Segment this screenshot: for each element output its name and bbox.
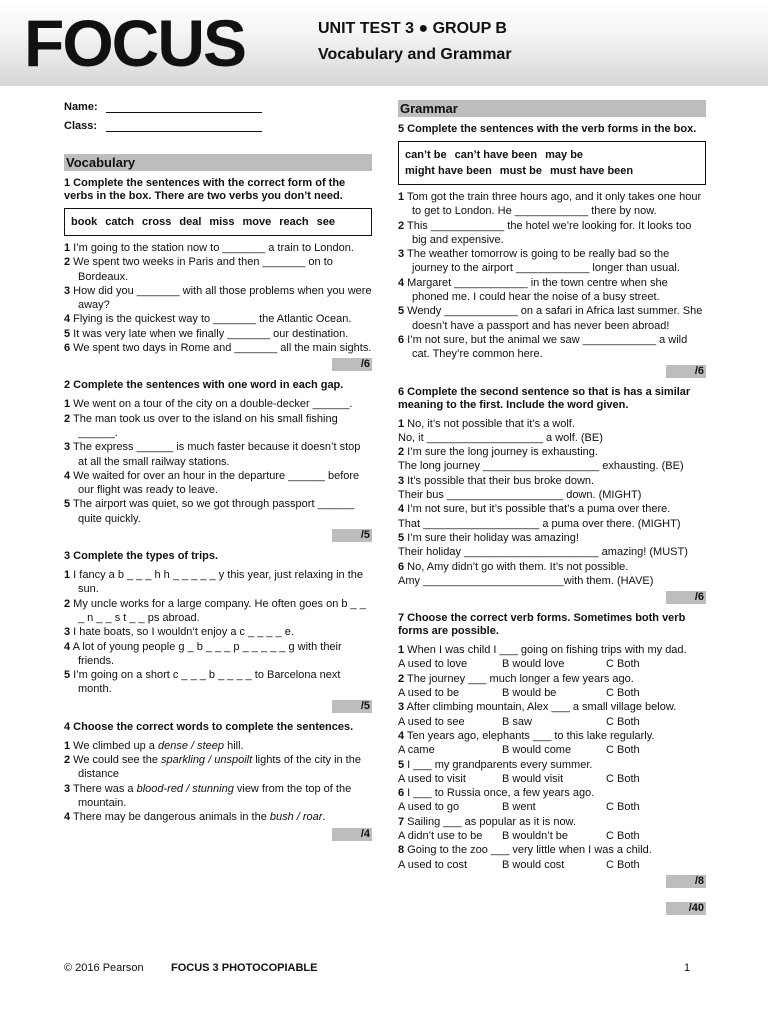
question-number: 2 [398,672,405,685]
answer-options [398,772,706,786]
question-item [398,445,706,459]
unit-subtitle: Vocabulary and Grammar [318,46,512,63]
question-number: 4 [64,313,71,326]
vocabulary-heading: Vocabulary [64,154,372,171]
answer-line: Their holiday ______________________ amazing! (MUST) [398,546,688,559]
task2-score: /5 [64,529,372,542]
question-item [398,474,706,488]
question-text: I hate boats, so I wouldn’t enjoy a c _ _ _ _ e. [70,626,294,639]
task6-items [398,417,706,589]
answer-option: B wouldn’t be [502,829,569,842]
question-item [64,327,372,341]
question-item [64,469,372,498]
question-number: 1 [64,739,71,752]
copyright: © 2016 Pearson [64,962,144,974]
question-item [64,640,372,669]
answer-options [398,800,706,814]
task5-instructions: 5 Complete the sentences with the verb forms in the box. [398,123,697,135]
question-number: 2 [398,219,405,232]
question-item [64,397,372,411]
box-word: deal [179,216,202,228]
page-number: 1 [684,962,691,974]
question-number: 3 [64,782,71,795]
box-word: catch [105,216,135,228]
question-number: 4 [398,276,405,289]
question-number: 8 [398,844,405,857]
word-box-5 [398,141,706,185]
question-number: 3 [64,441,71,454]
box-verb-form: can’t have been [454,149,538,161]
task4-instructions: 4 Choose the correct words to complete the sentences. [64,720,354,733]
question-text: hill. [224,739,244,752]
question-item [64,312,372,326]
question-item [64,412,372,441]
answer-line: That ___________________ a puma over there. (MIGHT) [398,517,681,530]
question-item [398,643,706,657]
question-text: We climbed up a [70,739,158,752]
question-item [64,739,372,753]
question-text: Wendy ____________ on a safari in Africa last summer. She doesn’t have a passport and has never been abroad! [404,305,703,332]
question-text: It was very late when we finally _______ our destination. [70,327,349,340]
question-text: Tom got the train three hours ago, and it only takes one hour to get to London. He ____________ there by now. [404,191,702,218]
task5-items [398,190,706,362]
question-item [398,417,706,431]
answer-line: The long journey ___________________ exhausting. (BE) [398,460,684,473]
question-number: 4 [64,811,71,824]
question-text: The man took us over to the island on his small fishing ______. [70,412,338,439]
answer-option: C Both [606,858,640,871]
question-number: 5 [398,531,405,544]
question-number: 1 [398,644,405,657]
question-number: 2 [64,412,71,425]
question-text: We spent two days in Rome and _______ all the main sights. [70,342,372,355]
question-item [398,190,706,219]
answer-option: A didn’t use to be [398,829,483,842]
box-word: book [71,216,98,228]
answer-line: No, it ___________________ a wolf. (BE) [398,431,603,444]
question-number: 4 [398,503,405,516]
question-item [64,782,372,811]
question-item [398,219,706,248]
question-item [64,284,372,313]
question-number: 5 [64,327,71,340]
answer-option: B went [502,801,536,814]
question-item [398,333,706,362]
question-number: 3 [64,626,71,639]
question-text: Flying is the quickest way to _______ the Atlantic Ocean. [70,313,352,326]
answer-option: A used to love [398,658,468,671]
question-text: I’m not sure, but the animal we saw ____________ a wild cat. They’re common here. [404,333,688,361]
answer-options [398,715,706,729]
answer-options [398,657,706,671]
grammar-heading: Grammar [398,100,706,117]
answer-option: A used to go [398,801,460,814]
word-choice: dense / steep [157,739,225,752]
box-word: move [242,216,272,228]
answer-option: C Both [606,829,640,842]
answer-option: B would cost [502,858,565,871]
question-item [398,304,706,333]
answer-option: C Both [606,801,640,814]
question-item [398,843,706,857]
box-word: reach [279,216,309,228]
question-item [64,341,372,355]
question-text: Sailing ___ as popular as it is now. [404,815,576,828]
answer-option: C Both [606,744,640,757]
question-text: How did you _______ with all those problems when you were away? [70,284,372,312]
question-number: 6 [398,560,405,573]
question-text: We went on a tour of the city on a double-decker ______. [70,398,353,411]
question-text: There was a [70,782,137,795]
answer-option: B would love [502,658,565,671]
box-verb-form: might have been [405,165,492,177]
question-number: 6 [398,333,405,346]
answer-option: C Both [606,658,640,671]
question-number: 1 [398,191,405,203]
answer-options [398,686,706,700]
question-text: We could see the [70,754,162,767]
word-choice: bush / roar [269,811,323,824]
task1-instructions: 1 Complete the sentences with the correct form of the verbs in the box. There are two verbs you don’t need. [64,177,346,202]
answer-option: A came [398,744,435,757]
answer-option: A used to see [398,715,465,728]
answer-option: B would come [502,744,572,757]
question-text: I’m not sure, but it’s possible that’s a puma over there. [404,503,671,516]
word-box-1 [64,208,372,236]
question-number: 4 [398,729,405,742]
box-word: cross [142,216,172,228]
answer-option: A used to cost [398,858,468,871]
question-number: 3 [398,701,405,714]
question-text: I’m going to the station now to _______ a train to London. [70,242,354,254]
box-word: see [316,216,335,228]
question-item [398,729,706,743]
task6-score: /6 [398,591,706,604]
left-column [64,100,372,849]
question-number: 5 [398,305,405,318]
answer-option: C Both [606,772,640,785]
question-text: No, Amy didn’t go with them. It’s not possible. [404,560,629,573]
question-item [64,255,372,284]
answer-line: Their bus ___________________ down. (MIGHT) [398,489,642,502]
question-number: 5 [398,758,405,771]
answer-option: A used to be [398,687,460,700]
question-item [398,560,706,574]
question-text: We spent two weeks in Paris and then _______ on to Bordeaux. [70,256,333,283]
question-number: 1 [64,242,71,254]
question-text: My uncle works for a large company. He often goes on b _ _ _ n _ _ s t _ _ ps abroad. [70,597,366,624]
question-text: I fancy a b _ _ _ h h _ _ _ _ _ y this year, just relaxing in the sun. [70,569,364,596]
question-item [398,700,706,714]
question-item [64,625,372,639]
task3-score: /5 [64,700,372,713]
question-text: I’m going on a short c _ _ _ b _ _ _ _ to Barcelona next month. [70,669,341,696]
word-choice: blood-red / stunning [136,782,234,795]
question-item [398,276,706,305]
word-box-5-line2 [405,163,699,179]
question-number: 3 [398,248,405,261]
photocopiable-label: FOCUS 3 PHOTOCOPIABLE [171,962,318,974]
question-item [64,440,372,469]
box-verb-form: may be [545,149,584,161]
answer-options [398,743,706,757]
question-number: 2 [64,754,71,767]
question-item [64,810,372,824]
question-item [398,672,706,686]
question-text: A lot of young people g _ b _ _ _ p _ _ _ _ _ g with their friends. [70,640,342,667]
question-text: We waited for over an hour in the departure ______ before our flight was ready to leave. [70,469,360,497]
question-text: I’m sure their holiday was amazing! [404,531,579,544]
class-field: Class: [64,119,372,132]
question-item [64,753,372,782]
question-item [64,241,372,255]
question-text: Margaret ____________ in the town centre when she phoned me. I could hear the noise of a busy street. [404,276,668,304]
task4-items [64,739,372,825]
task3-instructions: 3 Complete the types of trips. [64,550,219,563]
task7-score: /8 [398,875,706,888]
question-number: 7 [398,815,405,828]
task1-score: /6 [64,358,372,371]
question-number: 4 [64,469,71,482]
question-number: 3 [64,284,71,297]
question-text: I’m sure the long journey is exhausting. [404,446,598,459]
total-score: /40 [398,902,706,915]
answer-option: B would visit [502,772,564,785]
question-text: The weather tomorrow is going to be really bad so the journey to the airport ____________ longer than usual. [404,248,680,275]
box-verb-form: must be [499,165,542,177]
answer-options [398,858,706,872]
answer-options [398,829,706,843]
task2-items [64,397,372,526]
question-number: 4 [64,640,71,653]
question-text: I ___ to Russia once, a few years ago. [404,787,595,800]
question-text: Ten years ago, elephants ___ to this lake regularly. [404,729,655,742]
question-text: The airport was quiet, so we got through passport ______ quite quickly. [70,498,355,525]
question-item [398,758,706,772]
task7-instructions: 7 Choose the correct verb forms. Sometimes both verb forms are possible. [398,612,686,638]
unit-title: UNIT TEST 3 ● GROUP B [318,20,507,37]
question-number: 1 [398,417,405,430]
question-number: 5 [64,669,71,682]
question-item [64,568,372,597]
class-line[interactable] [106,119,262,132]
page-header [0,0,768,86]
question-text: lights of the city in the distance [78,754,361,781]
task2-instructions: 2 Complete the sentences with one word in each gap. [64,379,344,392]
answer-option: C Both [606,687,640,700]
question-number: 1 [64,398,71,411]
question-number: 6 [64,342,71,355]
question-item [398,815,706,829]
task1-items [64,241,372,355]
question-number: 2 [64,256,71,269]
answer-line: Amy _______________________with them. (HAVE) [398,574,654,587]
question-item [398,247,706,276]
question-text: This ____________ the hotel we’re looking for. It looks too big and expensive. [404,219,692,246]
question-text: The express ______ is much faster because it doesn’t stop at all the small railway stations. [70,441,361,468]
answer-option: A used to visit [398,772,466,785]
answer-option: B saw [502,715,532,728]
answer-option: C Both [606,715,640,728]
question-item [398,531,706,545]
question-item [398,786,706,800]
question-text: No, it’s not possible that it’s a wolf. [404,417,575,430]
name-field: Name: [64,100,372,113]
box-verb-form: must have been [549,165,634,177]
question-number: 2 [64,597,71,610]
question-item [64,668,372,697]
task7-items [398,643,706,872]
question-item [64,497,372,526]
word-choice: sparkling / unspoilt [161,754,253,767]
question-text: It’s possible that their bus broke down. [404,474,595,487]
question-item [64,597,372,626]
question-text: I ___ my grandparents every summer. [404,758,593,771]
task3-items [64,568,372,697]
question-number: 3 [398,474,405,487]
right-column [398,100,706,923]
focus-logo: FOCUS [24,6,245,80]
question-item [398,502,706,516]
question-text: When I was child I ___ going on fishing trips with my dad. [404,644,687,657]
box-verb-form: can’t be [405,149,447,161]
question-number: 6 [398,787,405,800]
question-text: The journey ___ much longer a few years ago. [404,672,634,685]
question-text: view from the top of the mountain. [78,782,352,809]
task4-score: /4 [64,828,372,841]
question-text: Going to the zoo ___ very little when I was a child. [404,844,652,857]
word-box-5-line1 [405,147,699,163]
question-text: After climbing mountain, Alex ___ a small village below. [404,701,677,714]
question-number: 1 [64,569,71,582]
question-text: There may be dangerous animals in the [70,811,270,824]
question-text: . [322,811,326,824]
question-number: 5 [64,498,71,511]
task6-instructions: 6 Complete the second sentence so that is has a similar meaning to the first. Include the word given. [398,385,691,411]
question-number: 2 [398,446,405,459]
answer-option: B would be [502,687,557,700]
task5-score: /6 [398,365,706,378]
box-word: miss [209,216,235,228]
name-line[interactable] [106,100,262,113]
